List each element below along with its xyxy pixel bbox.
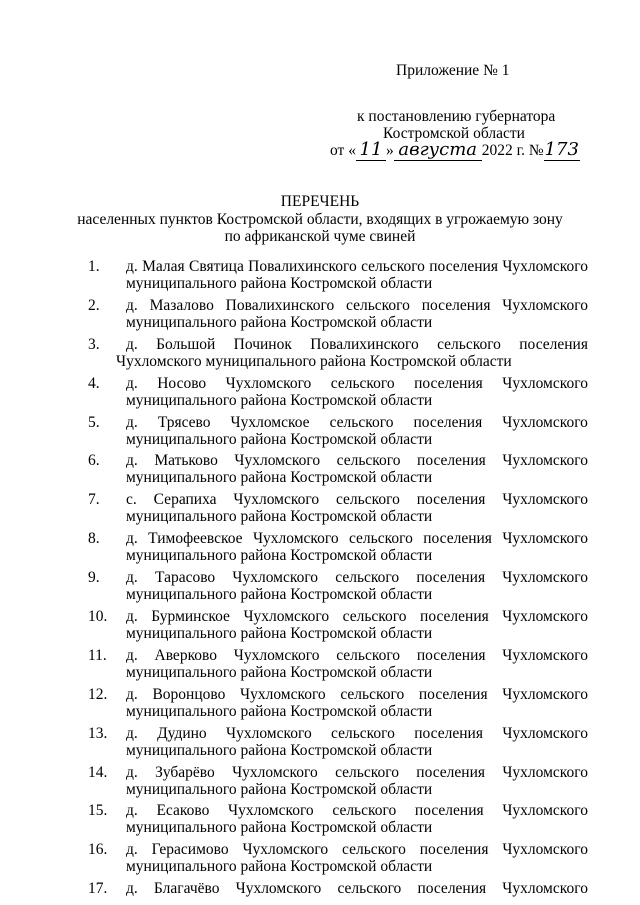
- list-item-word: сельского: [329, 413, 394, 431]
- list-item-line1: [126, 802, 588, 819]
- list-item-number: 8.: [88, 530, 100, 548]
- list-item: [88, 686, 588, 720]
- list-item-word: Чухломского: [502, 685, 588, 703]
- list-item-word: Чухломского: [235, 880, 322, 898]
- list-item-line2: муниципального района Костромской области: [126, 391, 433, 409]
- list-item-word: Святица: [189, 258, 244, 275]
- list-item-word: сельского: [335, 491, 400, 509]
- list-item-word: сельского: [346, 296, 410, 314]
- list-item-line1: [126, 764, 588, 781]
- list-item-word: Чухломского: [502, 452, 588, 470]
- list-item-word: поселения: [519, 335, 588, 353]
- list-item-word: сельского: [330, 374, 395, 392]
- list-item-line2: муниципального района Костромской области: [126, 858, 433, 876]
- list-item-number: 10.: [88, 608, 108, 626]
- list-item-word: Чухломского: [232, 763, 318, 781]
- list-item-line1: [126, 841, 588, 858]
- list-item: [88, 258, 588, 292]
- list-item-word: поселения: [414, 374, 483, 392]
- list-item-word: д.: [126, 646, 138, 664]
- list-item-number: 17.: [88, 880, 108, 898]
- list-item-word: сельского: [348, 530, 413, 548]
- list-item-word: д.: [126, 335, 138, 353]
- list-item-word: сельского: [332, 802, 397, 820]
- list-item-word: Чухломского: [502, 530, 588, 548]
- list-item-word: Чухломского: [502, 724, 588, 742]
- list-item-number: 15.: [88, 802, 108, 820]
- list-item: [88, 530, 588, 564]
- list-item-word: поселения: [414, 724, 483, 742]
- list-item-word: сельского: [331, 724, 395, 742]
- list-item-word: Герасимово: [151, 841, 229, 859]
- list-item-word: Матьково: [154, 452, 218, 470]
- list-item-word: Чухломского: [502, 296, 588, 314]
- list-item: [88, 880, 588, 897]
- decree-region: Костромской области: [383, 125, 525, 142]
- list-item-line2: муниципального района Костромской области: [126, 663, 433, 681]
- list-item-line2: муниципального района Костромской области: [126, 819, 433, 837]
- list-item-line2: муниципального района Костромской области: [126, 586, 433, 604]
- list-item-line2: муниципального района Костромской области: [126, 780, 433, 798]
- list-item-word: Чухломского: [225, 374, 312, 392]
- list-item-line1: [126, 880, 588, 897]
- list-item-word: поселения: [416, 763, 485, 781]
- list-item-word: Чухломского: [228, 802, 314, 820]
- list-item-word: поселения: [421, 296, 491, 314]
- list-item-word: д.: [126, 608, 138, 626]
- list-item-word: Чухломского: [252, 530, 339, 548]
- list-item: [88, 764, 588, 798]
- list-item-word: Тарасово: [154, 569, 216, 587]
- list-item-word: поселения: [414, 802, 484, 820]
- list-item-word: Благачёво: [153, 880, 220, 898]
- list-item-word: д.: [126, 763, 138, 781]
- list-item-word: Серапиха: [153, 491, 217, 509]
- list-item-number: 14.: [88, 763, 108, 781]
- list-item-line1: [126, 414, 588, 431]
- list-item-line1: [126, 452, 588, 469]
- document-subtitle-line1: населенных пунктов Костромской области, входящих в угрожаемую зону: [77, 211, 563, 228]
- list-item-line2: муниципального района Костромской области: [126, 275, 433, 292]
- list-item-word: Воронцово: [152, 685, 226, 703]
- list-item-word: Чухломского: [502, 841, 588, 859]
- list-item-word: сельского: [340, 685, 405, 703]
- list-item-word: Чухломского: [502, 491, 588, 509]
- list-item-word: Чухломского: [502, 763, 588, 781]
- list-item-word: Большой: [156, 335, 216, 353]
- list-item-word: Чухломского: [502, 413, 588, 431]
- list-item-word: д.: [126, 685, 138, 703]
- list-item-word: Чухломского: [242, 841, 329, 859]
- list-item-word: Мазалово: [149, 296, 214, 314]
- list-item-line2: муниципального района Костромской области: [126, 702, 433, 720]
- list-item-word: поселения: [416, 569, 486, 587]
- document-title: ПЕРЕЧЕНЬ: [280, 193, 360, 210]
- decree-dateline: [330, 139, 580, 161]
- list-item: [88, 802, 588, 836]
- date-mid: »: [385, 142, 394, 159]
- list-item-word: д.: [126, 802, 138, 820]
- list-item-line2: муниципального района Костромской области: [126, 625, 433, 643]
- list-item-word: сельского: [337, 880, 402, 898]
- list-item-line1: [126, 258, 588, 275]
- list-item-line1: [126, 725, 588, 742]
- list-item-word: поселения: [413, 413, 483, 431]
- list-item-word: поселения: [419, 841, 489, 859]
- list-item-word: д.: [126, 841, 138, 859]
- list-item-word: сельского: [335, 763, 399, 781]
- list-item-number: 7.: [88, 491, 100, 509]
- list-item-number: 3.: [88, 335, 100, 353]
- list-item-word: Чухломского: [502, 802, 588, 820]
- list-item-line2: муниципального района Костромской области: [126, 430, 433, 448]
- list-item-word: Чухломского: [502, 880, 588, 898]
- list-item-word: Чухломского: [233, 491, 320, 509]
- list-item-number: 12.: [88, 685, 108, 703]
- list-item-word: д.: [126, 258, 138, 275]
- list-item-word: поселения: [418, 685, 488, 703]
- list-item-word: д.: [126, 296, 138, 314]
- list-item-line2: муниципального района Костромской области: [126, 547, 433, 565]
- list-item-word: Зубарёво: [155, 763, 215, 781]
- list-item-word: сельского: [336, 646, 401, 664]
- date-year: 2022 г. №: [481, 142, 544, 159]
- list-item-word: сельского: [437, 335, 501, 353]
- list-item-word: д.: [126, 724, 138, 742]
- appendix-label: Приложение № 1: [396, 62, 510, 79]
- list-item-word: Чухломского: [233, 646, 320, 664]
- list-item-line1: [126, 491, 588, 508]
- list-item-line2: Чухломского муниципального района Костромской области: [116, 352, 512, 370]
- list-item-number: 4.: [88, 374, 100, 392]
- list-item-number: 5.: [88, 413, 100, 431]
- list-item-word: сельского: [335, 569, 400, 587]
- list-item: [88, 375, 588, 409]
- list-item: [88, 336, 588, 370]
- list-item-number: 11.: [88, 646, 107, 664]
- list-item: [88, 491, 588, 525]
- list-item-line1: [126, 375, 588, 392]
- list-item-number: 6.: [88, 452, 100, 470]
- list-item-word: Починок: [233, 335, 292, 353]
- list-item-word: д.: [126, 452, 138, 470]
- list-item: [88, 725, 588, 759]
- list-item: [88, 608, 588, 642]
- list-item-word: д.: [126, 413, 138, 431]
- list-item-line1: [126, 530, 588, 547]
- decree-reference: к постановлению губернатора: [357, 108, 556, 125]
- list-item-line1: [126, 569, 588, 586]
- list-item-word: Бурминское: [151, 608, 230, 626]
- list-item-word: д.: [126, 880, 138, 898]
- list-item-word: д.: [126, 530, 138, 548]
- list-item-word: Трясево: [157, 413, 211, 431]
- list-item-word: поселения: [423, 530, 492, 548]
- list-item-line2: муниципального района Костромской области: [126, 469, 433, 487]
- list-item-word: сельского: [336, 452, 401, 470]
- list-item: [88, 841, 588, 875]
- list-item-line1: [126, 608, 588, 625]
- list-item-word: Чухломского: [234, 452, 321, 470]
- decree-number: 173: [544, 139, 579, 160]
- list-item-line2: муниципального района Костромской области: [126, 508, 433, 526]
- list-item-word: Чухломского: [502, 258, 588, 275]
- list-item: [88, 414, 588, 448]
- list-item-number: 16.: [88, 841, 108, 859]
- list-item-line1: [126, 336, 588, 353]
- list-item-line2: муниципального района Костромской области: [126, 313, 433, 331]
- list-item-word: д.: [126, 569, 138, 587]
- list-item-word: сельского: [342, 608, 407, 626]
- list-item-word: Повалихинского: [310, 335, 419, 353]
- list-item-word: Чухломского: [502, 374, 588, 392]
- list-item-word: поселения: [417, 880, 487, 898]
- list-item-word: с.: [126, 491, 137, 509]
- list-item: [88, 297, 588, 331]
- date-month: августа: [394, 139, 482, 161]
- list-item-word: Повалихинского: [248, 258, 357, 275]
- list-item-word: Чухломского: [243, 608, 330, 626]
- list-item-number: 1.: [88, 258, 100, 275]
- list-item-word: Чухломского: [226, 724, 312, 742]
- list-item-number: 2.: [88, 296, 100, 314]
- list-item-word: Носово: [157, 374, 207, 392]
- list-item-word: Есаково: [156, 802, 210, 820]
- list-item-word: Чухломское: [230, 413, 310, 431]
- list-item-word: сельского: [342, 841, 406, 859]
- list-item-word: поселения: [417, 452, 486, 470]
- list-item-word: д.: [126, 374, 138, 392]
- list-item-word: поселения: [420, 608, 489, 626]
- list-item: [88, 569, 588, 603]
- list-item-number: 13.: [88, 724, 108, 742]
- list-item-line1: [126, 686, 588, 703]
- list-item-word: поселения: [416, 491, 486, 509]
- list-item-line2: муниципального района Костромской области: [126, 741, 433, 759]
- list-item-word: Чухломского: [240, 685, 326, 703]
- list-item-word: Малая: [142, 258, 185, 275]
- list-item-word: Аверково: [154, 646, 218, 664]
- list-item-line1: [126, 297, 588, 314]
- list-item-word: Чухломского: [232, 569, 319, 587]
- list-item-word: Чухломского: [502, 569, 588, 587]
- settlement-list: [88, 258, 588, 902]
- date-day: 11: [356, 139, 386, 161]
- date-prefix: от «: [330, 142, 356, 159]
- list-item-word: поселения: [429, 258, 498, 275]
- list-item-word: Тимофеевское: [148, 530, 243, 548]
- list-item-line1: [126, 647, 588, 664]
- list-item-word: сельского: [361, 258, 425, 275]
- document-subtitle-line2: по африканской чуме свиней: [224, 228, 416, 245]
- list-item: [88, 452, 588, 486]
- list-item-word: Чухломского: [502, 608, 588, 626]
- list-item-word: Дудино: [157, 724, 207, 742]
- list-item-word: поселения: [416, 646, 486, 664]
- list-item: [88, 647, 588, 681]
- list-item-word: Чухломского: [502, 646, 588, 664]
- list-item-word: Повалихинского: [225, 296, 335, 314]
- list-item-number: 9.: [88, 569, 100, 587]
